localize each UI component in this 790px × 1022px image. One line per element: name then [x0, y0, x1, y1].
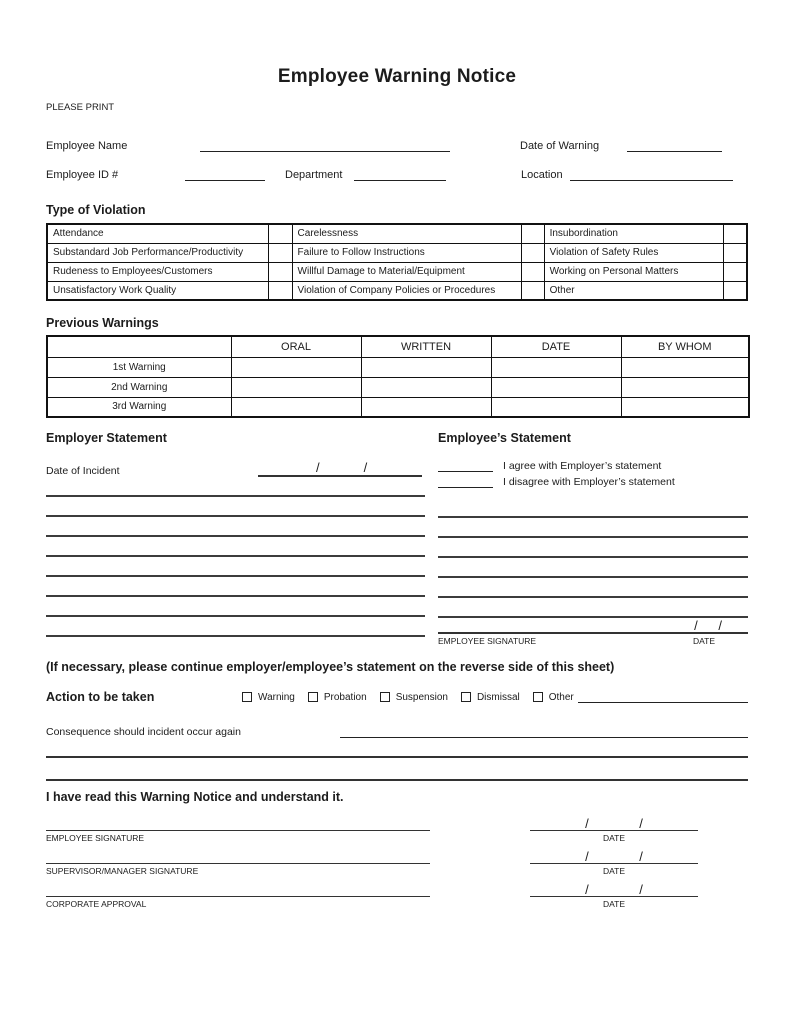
violation-option: Violation of Safety Rules	[544, 243, 724, 262]
warning-row-label: 2nd Warning	[47, 377, 231, 397]
violation-checkbox-cell[interactable]	[724, 243, 747, 262]
other-field[interactable]	[578, 691, 748, 703]
disagree-label: I disagree with Employer’s statement	[503, 476, 675, 488]
agree-checkline[interactable]	[438, 460, 493, 472]
corporate-approval-label: CORPORATE APPROVAL	[46, 899, 147, 909]
violation-section-heading: Type of Violation	[46, 203, 146, 217]
employee-statement-lines	[438, 498, 748, 618]
employee-signature-caption-row	[438, 634, 748, 646]
warning-entry-cell[interactable]	[231, 357, 361, 377]
date-of-incident-field[interactable]	[258, 460, 422, 477]
consequence-row	[46, 723, 748, 738]
print-note: PLEASE PRINT	[46, 102, 115, 113]
spacer	[46, 849, 430, 863]
statement-writing-line[interactable]	[46, 577, 425, 597]
warning-entry-cell[interactable]	[231, 397, 361, 417]
checkbox-probation[interactable]	[308, 692, 318, 702]
action-option-other	[533, 691, 748, 703]
continuation-note: (If necessary, please continue employer/employee’s statement on the reverse side of this sheet)	[46, 660, 615, 674]
statement-writing-line[interactable]	[46, 557, 425, 577]
divider-line	[46, 779, 748, 781]
warning-entry-cell[interactable]	[361, 357, 491, 377]
violation-option: Failure to Follow Instructions	[292, 243, 521, 262]
acknowledgement-text: I have read this Warning Notice and understand it.	[46, 790, 344, 804]
violation-row	[47, 281, 747, 300]
employee-signature-row	[46, 816, 748, 843]
statement-writing-line[interactable]	[46, 477, 425, 497]
corporate-approval-row	[46, 882, 748, 909]
date-slashes: / /	[585, 849, 643, 864]
column-header-oral: ORAL	[231, 336, 361, 357]
consequence-label: Consequence should incident occur again	[46, 726, 241, 738]
column-header-by-whom: BY WHOM	[621, 336, 749, 357]
statement-writing-line[interactable]	[46, 517, 425, 537]
warning-entry-cell[interactable]	[491, 397, 621, 417]
violation-option: Insubordination	[544, 224, 724, 243]
date-of-incident-row	[46, 459, 425, 477]
warning-entry-cell[interactable]	[361, 397, 491, 417]
warning-row-2nd	[47, 377, 749, 397]
warning-entry-cell[interactable]	[491, 357, 621, 377]
signature-left	[46, 849, 430, 876]
employee-name-field[interactable]	[200, 138, 450, 152]
checkbox-dismissal[interactable]	[461, 692, 471, 702]
probation-option-label: Probation	[323, 691, 367, 703]
statement-writing-line[interactable]	[46, 597, 425, 617]
employer-statement-lines	[46, 477, 425, 637]
violation-checkbox-cell[interactable]	[724, 281, 747, 300]
employee-date-slashes: / /	[694, 618, 722, 633]
writing-line-full[interactable]	[46, 756, 748, 758]
supervisor-signature-row	[46, 849, 748, 876]
spacer	[46, 882, 430, 896]
statement-writing-line[interactable]	[438, 538, 748, 558]
previous-warnings-table	[46, 335, 750, 418]
employee-signature-label: EMPLOYEE SIGNATURE	[46, 833, 145, 843]
warning-option-label: Warning	[258, 691, 295, 703]
violation-checkbox-cell[interactable]	[269, 281, 292, 300]
date-slash: /	[316, 460, 320, 475]
employee-signature-label: EMPLOYEE SIGNATURE	[438, 636, 537, 646]
date-of-warning-label: Date of Warning	[520, 140, 600, 152]
violation-option: Carelessness	[292, 224, 521, 243]
date-of-warning-field[interactable]	[627, 138, 722, 152]
violation-row	[47, 224, 747, 243]
violation-option: Working on Personal Matters	[544, 262, 724, 281]
employer-statement-column	[46, 431, 425, 646]
spacer	[46, 816, 430, 830]
violation-checkbox-cell[interactable]	[521, 281, 544, 300]
violation-table	[46, 223, 748, 301]
violation-row	[47, 243, 747, 262]
warning-entry-cell[interactable]	[621, 377, 749, 397]
form-title: Employee Warning Notice	[277, 66, 517, 87]
violation-checkbox-cell[interactable]	[521, 262, 544, 281]
statement-writing-line[interactable]	[438, 598, 748, 618]
previous-warnings-header-row	[47, 336, 749, 357]
action-option-probation	[308, 692, 367, 703]
signature-date-right	[530, 882, 698, 909]
header-row-2	[46, 167, 748, 181]
violation-option: Attendance	[47, 224, 269, 243]
violation-option: Substandard Job Performance/Productivity	[47, 243, 269, 262]
signature-block	[46, 816, 748, 909]
employer-statement-heading: Employer Statement	[46, 431, 167, 445]
column-header-date: DATE	[491, 336, 621, 357]
statement-writing-line[interactable]	[46, 497, 425, 517]
violation-checkbox-cell[interactable]	[724, 262, 747, 281]
signature-date-right	[530, 849, 698, 876]
action-option-suspension	[380, 692, 448, 703]
warning-entry-cell[interactable]	[621, 357, 749, 377]
warning-entry-cell[interactable]	[491, 377, 621, 397]
signature-left	[46, 882, 430, 909]
employee-name-label: Employee Name	[46, 140, 128, 152]
action-row	[46, 690, 748, 704]
statement-writing-line[interactable]	[438, 558, 748, 578]
agree-label: I agree with Employer’s statement	[503, 460, 662, 472]
disagree-row	[438, 473, 748, 488]
date-label: DATE	[602, 833, 626, 843]
suspension-option-label: Suspension	[395, 691, 448, 703]
consequence-field[interactable]	[340, 724, 748, 738]
statement-writing-line[interactable]	[438, 518, 748, 538]
action-option-dismissal	[461, 692, 520, 703]
warning-row-label: 1st Warning	[47, 357, 231, 377]
location-field[interactable]	[570, 167, 733, 181]
violation-checkbox-cell[interactable]	[521, 224, 544, 243]
checkbox-warning[interactable]	[242, 692, 252, 702]
warning-entry-cell[interactable]	[621, 397, 749, 417]
violation-option: Other	[544, 281, 724, 300]
employee-id-field[interactable]	[185, 167, 265, 181]
statements-section	[46, 431, 748, 646]
warning-row-label: 3rd Warning	[47, 397, 231, 417]
action-heading: Action to be taken	[46, 690, 155, 704]
violation-checkbox-cell[interactable]	[269, 243, 292, 262]
warning-entry-cell[interactable]	[231, 377, 361, 397]
violation-option: Violation of Company Policies or Procedures	[292, 281, 521, 300]
violation-checkbox-cell[interactable]	[269, 224, 292, 243]
statement-writing-line[interactable]	[46, 537, 425, 557]
department-field[interactable]	[354, 167, 446, 181]
date-label: DATE	[692, 636, 715, 646]
statement-writing-line[interactable]	[46, 617, 425, 637]
warning-row-1st	[47, 357, 749, 377]
violation-option: Rudeness to Employees/Customers	[47, 262, 269, 281]
date-slashes: / /	[585, 882, 643, 897]
previous-warnings-heading: Previous Warnings	[46, 316, 159, 330]
violation-checkbox-cell[interactable]	[521, 243, 544, 262]
disagree-checkline[interactable]	[438, 476, 493, 488]
employee-statement-heading: Employee’s Statement	[438, 431, 571, 445]
date-slashes: / /	[585, 816, 643, 831]
signature-date-right	[530, 816, 698, 843]
date-label: DATE	[602, 866, 626, 876]
violation-option: Willful Damage to Material/Equipment	[292, 262, 521, 281]
agree-row	[438, 457, 748, 472]
date-slash: /	[363, 460, 368, 475]
violation-row	[47, 262, 747, 281]
location-label: Location	[521, 169, 563, 181]
supervisor-signature-label: SUPERVISOR/MANAGER SIGNATURE	[46, 866, 199, 876]
date-label: DATE	[602, 899, 626, 909]
header-row-1	[46, 138, 748, 152]
checkbox-suspension[interactable]	[380, 692, 390, 702]
dismissal-option-label: Dismissal	[476, 691, 520, 703]
warning-row-3rd	[47, 397, 749, 417]
employee-statement-column	[438, 431, 748, 646]
blank-header-cell	[47, 336, 231, 357]
statement-writing-line[interactable]	[438, 498, 748, 518]
warning-entry-cell[interactable]	[361, 377, 491, 397]
date-of-incident-label: Date of Incident	[46, 465, 120, 477]
signature-left	[46, 816, 430, 843]
department-label: Department	[285, 169, 343, 181]
other-option-label: Other	[548, 691, 574, 703]
warning-notice-form	[46, 0, 748, 909]
action-option-warning	[242, 692, 295, 703]
violation-checkbox-cell[interactable]	[724, 224, 747, 243]
column-header-written: WRITTEN	[361, 336, 491, 357]
statement-writing-line[interactable]	[438, 578, 748, 598]
checkbox-other[interactable]	[533, 692, 543, 702]
violation-checkbox-cell[interactable]	[269, 262, 292, 281]
employee-id-label: Employee ID #	[46, 169, 119, 181]
violation-option: Unsatisfactory Work Quality	[47, 281, 269, 300]
